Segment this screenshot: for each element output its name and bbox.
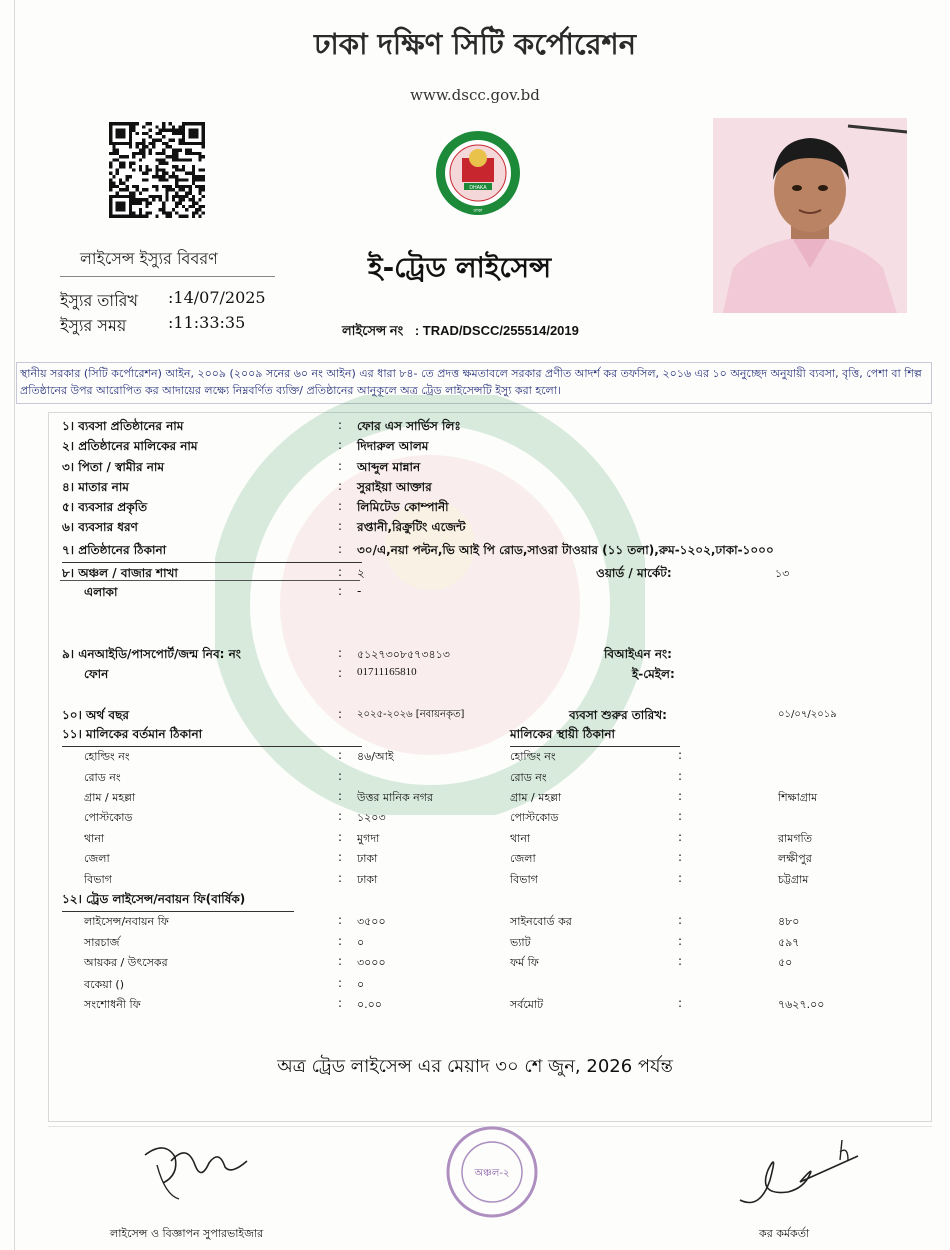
current-address-value: ১২০৩ — [357, 811, 386, 824]
zone-stamp — [445, 1125, 540, 1220]
field-label: ৭। প্রতিষ্ঠানের ঠিকানা — [62, 542, 362, 563]
colon: : — [678, 871, 683, 885]
colon: : — [338, 565, 343, 579]
address-label: থানা — [84, 832, 105, 845]
seal-text: DHAKA — [469, 185, 487, 191]
permanent-address-label: থানা — [510, 832, 531, 845]
permanent-address-label: গ্রাম / মহল্লা — [510, 791, 562, 804]
address-label: বিভাগ — [84, 873, 112, 886]
colon: : — [678, 850, 683, 864]
field-label: ৫। ব্যবসার প্রকৃতি — [62, 500, 148, 514]
colon: : — [338, 519, 343, 533]
field-value: সুরাইয়া আক্তার — [357, 480, 432, 494]
address-label: হোল্ডিং নং — [84, 750, 130, 763]
permanent-address-label: জেলা — [510, 852, 536, 865]
fee-value: ৩৫০০ — [357, 915, 386, 928]
fee-right-label: ফর্ম ফি — [510, 956, 539, 969]
colon: : — [338, 809, 343, 823]
field-label: ৩। পিতা / স্বামীর নাম — [62, 460, 165, 474]
permanent-address-value: রামগতি — [778, 832, 812, 845]
colon: : — [678, 809, 683, 823]
issue-date-value: :14/07/2025 — [168, 288, 266, 307]
colon: : — [678, 934, 683, 948]
fee-right-value: ৫০ — [778, 956, 793, 969]
current-address-value: মুগদা — [357, 832, 380, 845]
address-label: গ্রাম / মহল্লা — [84, 791, 136, 804]
address-label: রোড নং — [84, 771, 121, 784]
permanent-address-label: হোল্ডিং নং — [510, 750, 556, 763]
field-label: ১। ব্যবসা প্রতিষ্ঠানের নাম — [62, 419, 184, 433]
field-value: রপ্তানী,রিক্রুটিং এজেন্ট — [357, 520, 466, 534]
email-label: ই-মেইল: — [632, 667, 675, 681]
permanent-address-value: লক্ষীপুর — [778, 852, 812, 865]
fee-right-label: সর্বমোট — [510, 998, 544, 1011]
fee-right-label: সাইনবোর্ড কর — [510, 915, 572, 928]
fee-value: ০ — [357, 936, 365, 949]
divider — [60, 580, 360, 581]
permanent-address-label: পোস্টকোড — [510, 811, 559, 824]
nid-value: ৫১২৭৩০৮৫৭৩৪১৩ — [357, 648, 450, 661]
current-address-value: ঢাকা — [357, 852, 378, 865]
license-number-value: : TRAD/DSCC/255514/2019 — [414, 323, 579, 338]
colon: : — [338, 707, 343, 721]
address-label: জেলা — [84, 852, 110, 865]
field-label: ৬। ব্যবসার ধরণ — [62, 520, 138, 534]
fees-heading: ১২। ট্রেড লাইসেন্স/নবায়ন ফি(বার্ষিক) — [62, 891, 294, 912]
corporation-title: ঢাকা দক্ষিণ সিটি কর্পোরেশন — [313, 27, 637, 61]
field-label: ৪। মাতার নাম — [62, 480, 129, 494]
field-label: ২। প্রতিষ্ঠানের মালিকের নাম — [62, 439, 198, 453]
validity-statement: অত্র ট্রেড লাইসেন্স এর মেয়াদ ৩০ শে জুন, 2026 পর্যন্ত — [277, 1056, 673, 1077]
field-value: ৩০/এ,নয়া পল্টন,ভি আই পি রোড,সাওরা টাওয়ার (১১ তলা),রুম-১২০২,ঢাকা-১০০০ — [357, 543, 774, 557]
colon: : — [678, 789, 683, 803]
fee-right-label: ভ্যাট — [510, 936, 531, 949]
area-label: এলাকা — [84, 585, 118, 599]
colon: : — [338, 499, 343, 513]
current-address-value: ৪৬/আই — [357, 750, 394, 763]
issue-time-row — [60, 313, 245, 340]
colon: : — [338, 479, 343, 493]
permanent-address-label: বিভাগ — [510, 873, 538, 886]
license-details-table — [48, 412, 932, 1122]
colon: : — [338, 850, 343, 864]
field-value: লিমিটেড কোম্পানী — [357, 500, 449, 514]
business-start-label: ব্যবসা শুরুর তারিখ: — [569, 708, 667, 722]
issue-details-heading: লাইসেন্স ইস্যুর বিবরণ — [80, 249, 218, 268]
colon: : — [338, 954, 343, 968]
phone-label: ফোন — [84, 667, 109, 681]
ward-label: ওয়ার্ড / মার্কেট: — [596, 566, 672, 580]
current-address-heading: ১১। মালিকের বর্তমান ঠিকানা — [62, 726, 362, 747]
colon: : — [338, 418, 343, 432]
colon: : — [338, 438, 343, 452]
issue-time-label: ইস্যুর সময় — [60, 316, 127, 335]
fee-right-value: ৪৮০ — [778, 915, 800, 928]
ward-value: ১৩ — [775, 567, 790, 580]
issue-time-value: :11:33:35 — [168, 313, 246, 332]
address-label: পোস্টকোড — [84, 811, 133, 824]
field-value: আব্দুল মান্নান — [357, 460, 421, 474]
permanent-address-label: রোড নং — [510, 771, 547, 784]
issue-date-row — [60, 288, 266, 315]
seal-outer-text: ঢাকা — [473, 208, 483, 214]
stamp-text: অঞ্চল-২ — [474, 1168, 510, 1179]
current-address-value: ঢাকা — [357, 873, 378, 886]
colon: : — [338, 996, 343, 1010]
qr-code — [106, 122, 208, 218]
fee-label: সংশোধনী ফি — [84, 998, 141, 1011]
fee-value: ৩০০০ — [357, 956, 386, 969]
colon: : — [338, 830, 343, 844]
field-value: ফোর এস সার্ভিস লিঃ — [357, 419, 461, 433]
fee-label: সারচার্জ — [84, 936, 120, 949]
fiscal-year-label: ১০। অর্থ বছর — [62, 708, 129, 722]
supervisor-label: লাইসেন্স ও বিজ্ঞাপন সুপারভাইজার — [110, 1227, 264, 1240]
tax-officer-signature — [730, 1130, 865, 1215]
colon: : — [338, 584, 343, 598]
colon: : — [338, 769, 343, 783]
field-value: দিদারুল আলম — [357, 439, 429, 453]
document-title: ই-ট্রেড লাইসেন্স — [368, 251, 552, 284]
current-address-value: উত্তর মানিক নগর — [357, 791, 434, 804]
colon: : — [338, 542, 343, 556]
zone-value: ২ — [357, 566, 365, 580]
fee-label: বকেয়া () — [84, 978, 124, 991]
colon: : — [678, 913, 683, 927]
license-number — [342, 322, 579, 343]
permanent-address-heading: মালিকের স্থায়ী ঠিকানা — [510, 726, 680, 747]
colon: : — [338, 913, 343, 927]
fee-right-value: ৭৬২৭.০০ — [778, 998, 825, 1011]
supervisor-signature — [135, 1135, 255, 1205]
colon: : — [678, 830, 683, 844]
business-start-value: ০১/০৭/২০১৯ — [778, 709, 837, 720]
colon: : — [678, 748, 683, 762]
fee-value: ০ — [357, 978, 365, 991]
colon: : — [338, 646, 343, 660]
divider — [60, 276, 275, 277]
colon: : — [678, 769, 683, 783]
area-value: - — [357, 584, 362, 598]
nid-label: ৯। এনআইডি/পাসপোর্ট/জন্ম নিব: নং — [62, 647, 241, 661]
license-number-label: লাইসেন্স নং — [342, 323, 404, 338]
fiscal-year-value: ২০২৫-২০২৬ [নবায়নকৃত] — [357, 709, 465, 720]
colon: : — [338, 934, 343, 948]
fee-label: লাইসেন্স/নবায়ন ফি — [84, 915, 169, 928]
permanent-address-value: চট্টগ্রাম — [778, 873, 809, 886]
tax-officer-label: কর কর্মকর্তা — [759, 1227, 810, 1240]
issue-date-label: ইস্যুর তারিখ — [60, 291, 138, 310]
zone-label: ৮। অঞ্চল / বাজার শাখা — [62, 566, 178, 580]
colon: : — [338, 748, 343, 762]
permanent-address-value: শিক্ষাগ্রাম — [778, 791, 818, 804]
website-url: www.dscc.gov.bd — [410, 86, 540, 104]
fee-label: আয়কর / উৎসেকর — [84, 956, 168, 969]
fee-value: ০.০০ — [357, 998, 382, 1011]
fee-right-value: ৫৯৭ — [778, 936, 800, 949]
colon: : — [338, 459, 343, 473]
colon: : — [338, 871, 343, 885]
colon: : — [338, 976, 343, 990]
phone-value: 01711165810 — [357, 666, 417, 678]
colon: : — [338, 666, 343, 680]
dscc-seal-logo — [428, 128, 528, 218]
colon: : — [338, 789, 343, 803]
legal-intro-text: স্থানীয় সরকার (সিটি কর্পোরেশন) আইন, ২০০৯ (২০০৯ সনের ৬০ নং আইন) এর ধারা ৮৪- তে প্রদত্ত ক্ষমতাবলে সরকার প্রণীত আদর্শ কর তফসিল, ২০১৬ এর ১০ অনুচ্ছেদ অনুযায়ী ব্যবসা, বৃত্তি, পেশা বা শিল্প প্রতিষ্ঠানের উপর আরোপিত কর আদায়ের লক্ষ্যে নিম্নবর্ণিত ব্যক্তি/ প্রতিষ্ঠানের আনুকূলে অত্র ট্রেড লাইসেন্সটি ইস্যু করা হলো। — [16, 362, 932, 404]
colon: : — [678, 954, 683, 968]
colon: : — [678, 996, 683, 1010]
bin-label: বিআইএন নং: — [604, 647, 672, 661]
owner-photo — [713, 118, 907, 313]
